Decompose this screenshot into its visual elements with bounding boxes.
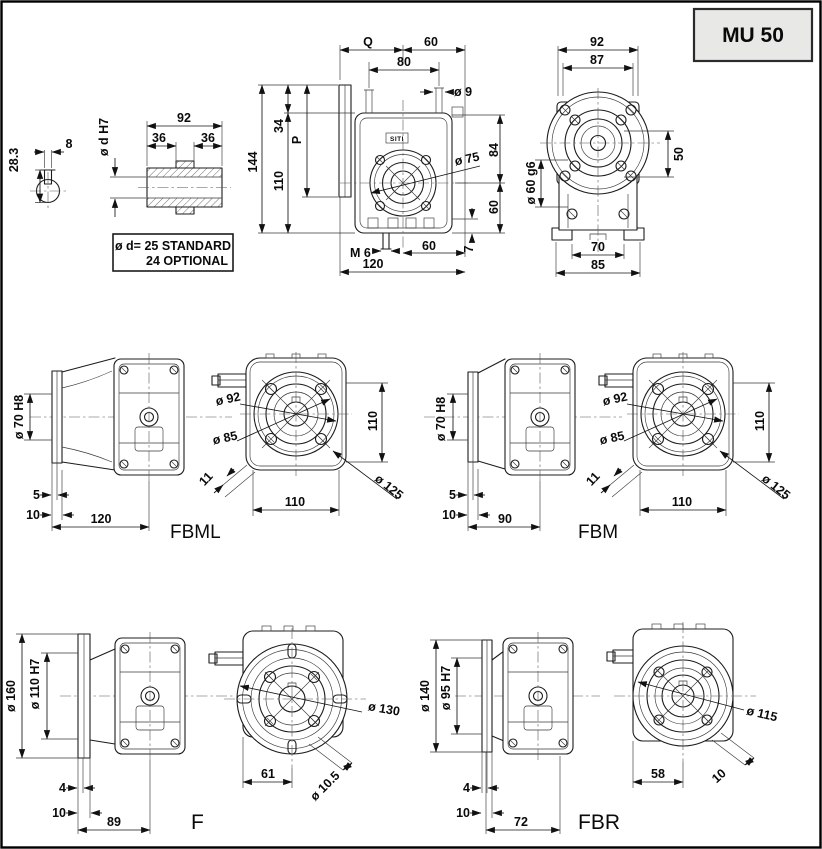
dim-120: 120 <box>362 257 384 271</box>
fbm-dim-5: 5 <box>449 488 456 502</box>
fbm-dim-d125: ø 125 <box>759 471 793 503</box>
dim-80: 80 <box>397 55 411 69</box>
model-title-box <box>694 9 812 61</box>
dim-70: 70 <box>591 240 605 254</box>
hollow-shaft-section-view <box>97 111 231 217</box>
dim-85: 85 <box>591 258 605 272</box>
dim-p: P <box>290 135 304 145</box>
fbml-dim-length: 120 <box>90 512 112 526</box>
fbml-dim-width: 110 <box>284 495 306 509</box>
f-dim-10: 10 <box>52 806 66 820</box>
fbm-dim-length: 90 <box>498 512 512 526</box>
fbr-dim-10: 10 <box>456 806 470 820</box>
model-label: MU 50 <box>722 24 784 47</box>
fbml-dim-11: 11 <box>196 469 216 489</box>
fbml-dim-d92: ø 92 <box>214 389 242 409</box>
fbm-front-view <box>583 352 793 516</box>
fbm-dim-width: 110 <box>671 495 693 509</box>
fbm-dim-bore: ø 70 H8 <box>434 396 448 442</box>
fbr-side-view <box>418 632 620 834</box>
f-dim-length: 89 <box>107 815 121 829</box>
dim-hole-dia: ø 9 <box>454 85 473 99</box>
dim-shaft-bore: ø d H7 <box>97 117 111 157</box>
dim-50: 50 <box>672 147 686 161</box>
fbr-dim-bc: ø 115 <box>745 703 779 725</box>
dim-84: 84 <box>487 143 501 157</box>
fbm-dim-11: 11 <box>583 469 603 489</box>
note-line-2: 24 OPTIONAL <box>146 254 228 268</box>
f-dim-bore: ø 110 H7 <box>28 658 42 710</box>
fbr-dim-length: 72 <box>514 815 528 829</box>
fbr-dim-4: 4 <box>463 781 470 795</box>
fbm-dim-10: 10 <box>442 508 456 522</box>
dim-tap-m6: M 6 <box>350 246 371 260</box>
dim-bore-75: ø 75 <box>453 149 481 169</box>
f-dim-outer: ø 160 <box>4 680 18 712</box>
dim-q: Q <box>363 35 373 49</box>
dim-shaft-length-right: 36 <box>201 131 215 145</box>
fbml-dim-d85: ø 85 <box>211 428 239 448</box>
fbr-dim-slot: 10 <box>709 766 729 786</box>
fbm-dim-d92: ø 92 <box>601 389 629 409</box>
bore-note-box <box>113 234 233 271</box>
dim-87: 87 <box>590 53 604 67</box>
shaft-cross-section-view <box>7 137 73 209</box>
dim-60-top: 60 <box>424 35 438 49</box>
dim-34: 34 <box>272 119 286 133</box>
fbr-dim-58: 58 <box>651 767 665 781</box>
dim-hub-60g6: ø 60 g6 <box>524 161 538 205</box>
main-side-view <box>246 35 505 276</box>
fbml-dim-height: 110 <box>366 410 380 432</box>
f-dim-61: 61 <box>261 767 275 781</box>
dim-shaft-height: 28.3 <box>7 147 21 173</box>
fbml-label: FBML <box>170 522 221 543</box>
f-label: F <box>191 811 204 834</box>
dim-144: 144 <box>246 151 260 173</box>
fbm-side-view <box>424 353 622 543</box>
dim-key-width: 8 <box>65 137 73 151</box>
fbr-label: FBR <box>578 811 620 834</box>
fbml-dim-d125: ø 125 <box>372 471 406 503</box>
fbr-dim-bore: ø 95 H7 <box>439 665 453 711</box>
f-front-view <box>209 626 401 803</box>
f-dim-4: 4 <box>59 781 66 795</box>
fbm-dim-height: 110 <box>753 410 767 432</box>
fbm-dim-d85: ø 85 <box>598 428 626 448</box>
f-side-view <box>4 632 235 834</box>
fbml-dim-10: 10 <box>26 508 40 522</box>
fbr-dim-outer: ø 140 <box>418 680 432 712</box>
dim-7: 7 <box>462 245 476 253</box>
fbml-front-view <box>196 352 406 516</box>
dim-shaft-length-left: 36 <box>152 131 166 145</box>
brand-logo: SITI <box>390 136 404 143</box>
fbr-front-view <box>607 622 779 788</box>
fbml-dim-5: 5 <box>33 488 40 502</box>
rear-view <box>524 35 686 277</box>
fbml-dim-bore: ø 70 H8 <box>12 394 26 440</box>
dim-shaft-length-total: 92 <box>177 111 191 125</box>
dim-110: 110 <box>272 170 286 192</box>
f-dim-bc: ø 130 <box>367 699 401 719</box>
fbml-side-view <box>12 353 232 543</box>
f-dim-slot: ø 10.5 <box>307 768 343 804</box>
dim-60-right: 60 <box>487 200 501 214</box>
dim-92: 92 <box>590 35 604 49</box>
note-line-1: ø d= 25 STANDARD <box>114 239 232 253</box>
fbm-label: FBM <box>578 522 619 543</box>
dim-60-bottom: 60 <box>422 239 436 253</box>
